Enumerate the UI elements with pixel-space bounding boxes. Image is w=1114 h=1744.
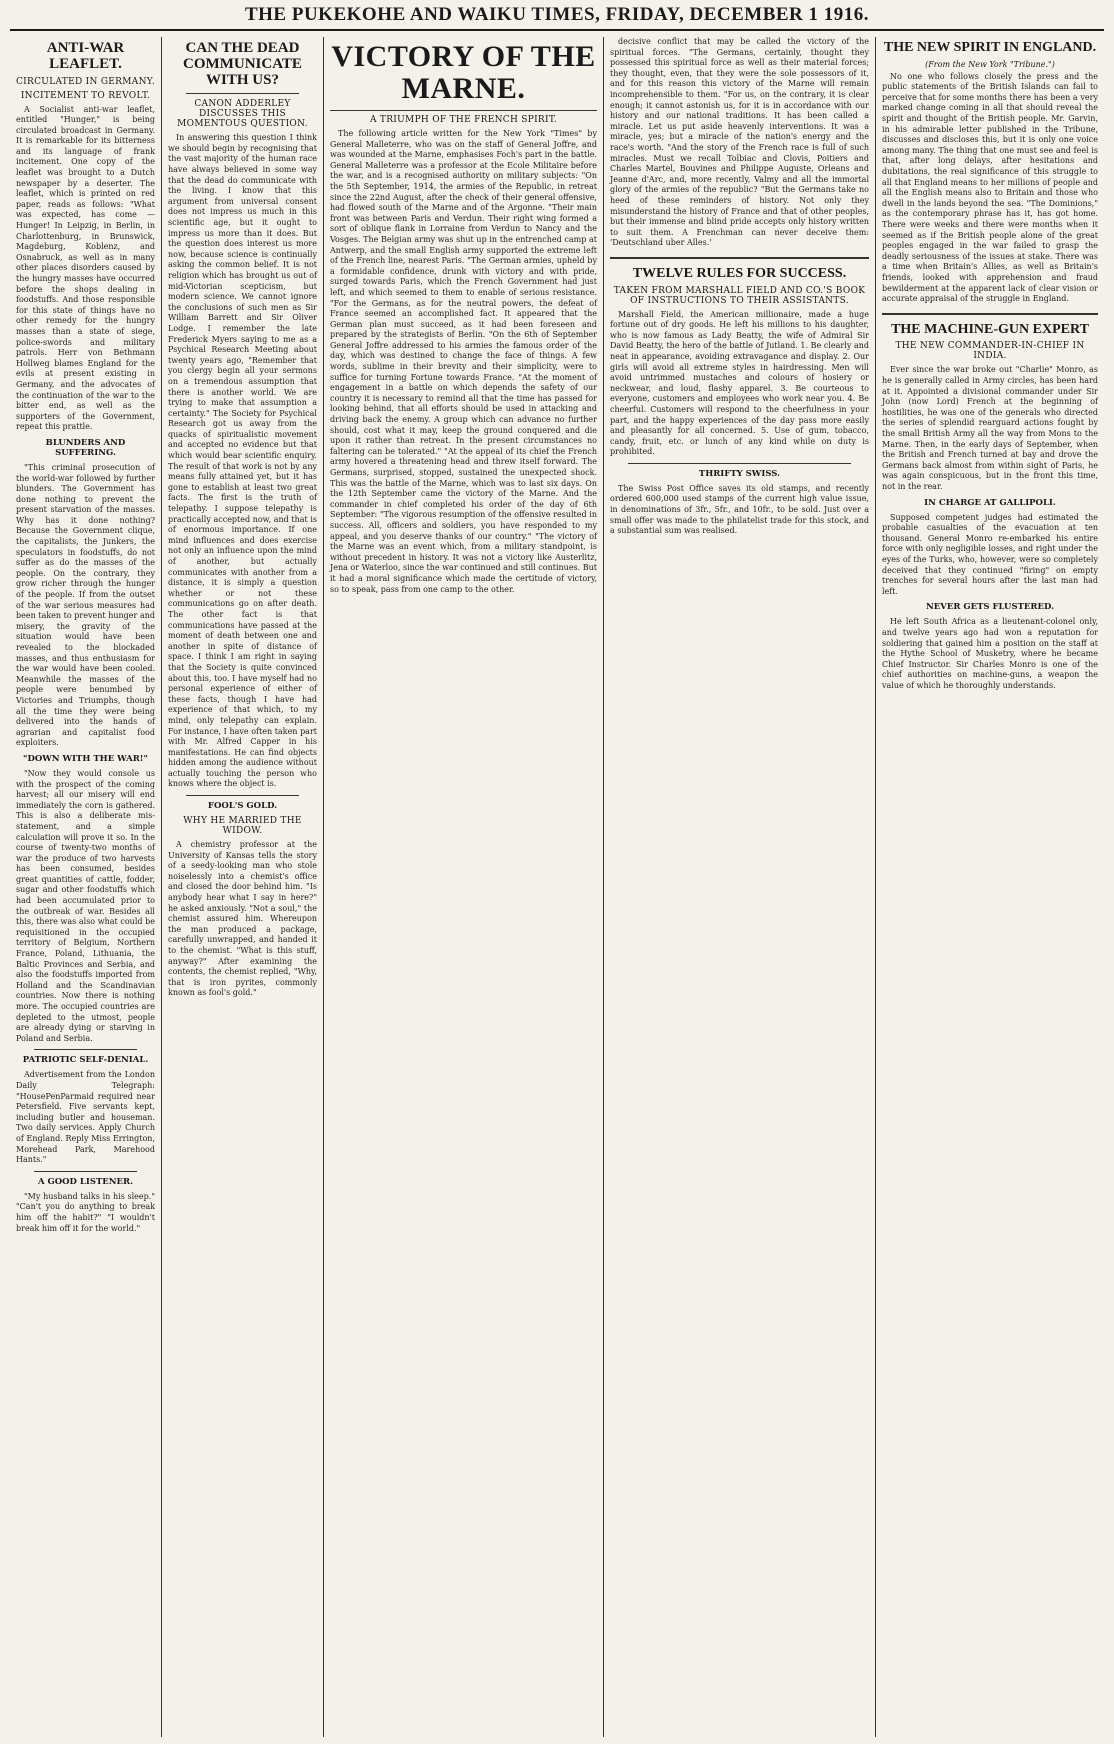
byline: (From the New York "Tribune.") bbox=[925, 59, 1055, 69]
article-body: Marshall Field, the American millionaire, made a huge fortune out of dry goods. He left his millions to his daughter, who is now famous as Lady Beatty, the wife of Admiral Sir David Beatty, the hero of the battle of Jutland. 1. Be clearly and neat in appearance, avoiding extravagance and display. 2. Our girls will avoid all extreme styles in hairdressing. Men will avoid untrimmed mustaches and colours of hosiery or neckwear, and loud, flashy apparel. 3. Be courteous to everyone, customers and employees who work near you. 4. Be cheerful. Customers will respond to the cheerfulness in your part, and the happy experiences of the day pass more easily and pleasantly for all concerned. 5. Use of gum, tobacco, candy, fruit, etc. or lunch of any kind while on duty is prohibited. bbox=[610, 309, 869, 457]
anti-war-leaflet-headline: ANTI-WAR LEAFLET. bbox=[46, 40, 125, 72]
article-body: In answering this question I think we should begin by recognising that the vast majority of the human race have always believed in some way that the dead do communicate with the living. I know that this argument from universal consent does not impress us much in this scientific age, but it ought to impress us more than it does. But the question does interest us more now, because science is continually asking the common belief. It is not religion which has brought us out of mid-Victorian scepticism, but modern science. We cannot ignore the conclusions of such men as Sir William Barrett and Sir Oliver Lodge. I remember the late Frederick Myers saying to me as a Psychical Research Meeting about twenty years ago, "Remember that you clergy begin all your sermons on a tremendous assumption that there is another world. We are trying to make that assumption a certainty." The Society for Psychical Research got us away from the quacks of spiritualistic movement and accepted no evidence but that which would bear scientific enquiry. The result of that work is not by any means fully attained yet, but it has gone to establish at least two great facts. The first is the truth of telepathy. I suppose telepathy is practically accepted now, and that is of enormous importance. If one mind influences and does exercise not only an influence upon the mind of another, but actually communicates with another from a distance, it is simply a question whether or not these communications go on after death. The other fact is that communications have passed at the moment of death between one and another in spite of distance of space. I think I am right in saying that the Society is quite convinced about this, too. I have myself had no personal experience of either of these facts, though I have had experience of that which, to my mind, only telepathy can explain. For instance, I have often taken part with Mr. Alfred Capper in his manifestations. He can find objects hidden among the audience without actually touching the person who knows where the object is. bbox=[168, 133, 317, 789]
section-title: PATRIOTIC SELF-DENIAL. bbox=[22, 1055, 149, 1066]
twelve-rules-headline: TWELVE RULES FOR SUCCESS. bbox=[632, 265, 847, 281]
article-subheading: CANON ADDERLEY DISCUSSES THIS MOMENTOUS QUESTION. bbox=[177, 99, 308, 130]
column-2 bbox=[162, 37, 324, 1737]
section-title: FOOL'S GOLD. bbox=[207, 801, 278, 812]
article-subheading: CIRCULATED IN GERMANY. bbox=[16, 76, 155, 87]
article-body: Supposed competent judges had estimated the probable casualties of the evacuation at ten thousand. General Monro re-embarked his entire force with only negligible losses, and right under the eyes of the Turks, who, however, were so completely deceived that they continued "firing" on empty trenches for several hours after the last man had left. bbox=[882, 512, 1098, 596]
divider bbox=[186, 795, 299, 796]
divider bbox=[610, 257, 869, 259]
article-body: A Socialist anti-war leaflet, entitled "Hunger," is being circulated broadcast in Germany. It is remarkable for its bitterness and its language of frank incitement. One copy of the leaflet was brought to a Dutch newspaper by a deserter. The leaflet, which is printed on red paper, reads as follows: "What was expected, has come — Hunger! In Leipzig, in Berlin, in Charlottenburg, in Brunswick, Magdeburg, Koblenz, and Osnabruck, as well as in many other places disorders caused by the hungry masses have occurred before the shops dealing in foodstuffs. And those responsible for this state of things have no other remedy for the hungry masses than a state of siege, police-swords and military patrols. Herr von Bethmann Hollweg blames England for the evils at present existing in Germany, and the advocates of the continuation of the war to the bitter end, as well as the supporters of the Government, repeat this prattle. bbox=[16, 104, 155, 432]
article-subheading: WHY HE MARRIED THE WIDOW. bbox=[183, 816, 302, 837]
section-title: THRIFTY SWISS. bbox=[698, 468, 781, 479]
article-subheading: TAKEN FROM MARSHALL FIELD AND CO.'S BOOK OF INSTRUCTIONS TO THEIR ASSISTANTS. bbox=[613, 285, 866, 306]
divider bbox=[882, 313, 1098, 315]
article-body: Advertisement from the London Daily Telegraph: "HousePenParmaid required near Petersfield. Five servants kept, including butler and houseman. Two daily services. Apply Church of England. Reply Miss Errington, Morehead Park, Marehood Hants." bbox=[16, 1070, 155, 1165]
article-body: The Swiss Post Office saves its old stamps, and recently ordered 600,000 used stamps of the current high value issue, in denominations of 3fr., 5fr., and 10fr., to be sold. Just over a small offer was made to the philatelist trade for this stock, and a substantial sum was realised. bbox=[610, 483, 869, 536]
article-subheading: A TRIUMPH OF THE FRENCH SPIRIT. bbox=[369, 115, 558, 125]
article-body: He left South Africa as a lieutenant-colonel only, and twelve years ago had won a reputation for soldiering that gained him a position on the staff at the Hythe School of Musketry, where he became Chief Instructor. Sir Charles Monro is one of the chief authorities on machine-guns, a weapon the value of which he thoroughly understands. bbox=[882, 617, 1098, 690]
section-title: IN CHARGE AT GALLIPOLI. bbox=[924, 497, 1056, 508]
article-subheading: THE NEW COMMANDER-IN-CHIEF IN INDIA. bbox=[895, 341, 1085, 362]
section-title: BLUNDERS AND SUFFERING. bbox=[45, 437, 126, 458]
section-title: "DOWN WITH THE WAR!" bbox=[23, 753, 148, 764]
machine-gun-expert-headline: THE MACHINE-GUN EXPERT bbox=[891, 321, 1089, 337]
new-spirit-headline: THE NEW SPIRIT IN ENGLAND. bbox=[883, 40, 1097, 55]
article-body: Ever since the war broke out "Charlie" Monro, as he is generally called in Army circles, has been hard at it. Appointed a divisional commander under Sir John (now Lord) French at the beginning of hostilities, he was one of the generals who directed the series of splendid rearguard actions fought by the small British Army all the way from Mons to the Marne. Then, in the early days of September, when the British and French turned at bay and drove the Germans back almost from within sight of Paris, he was again conspicuous, but in the front this time, not in the rear. bbox=[882, 365, 1098, 491]
article-body: A chemistry professor at the University of Kansas tells the story of a seedy-looking man who stole noiselessly into a chemist's office and closed the door behind him. "Is anybody hear what I say in here?" he asked anxiously. "Not a soul," the chemist assured him. Whereupon the man produced a package, carefully unwrapped, and handed it to the chemist. "What is this stuff, anyway?" After examining the contents, the chemist replied, "Why, that is iron pyrites, commonly known as fool's gold." bbox=[168, 840, 317, 998]
section-title: A GOOD LISTENER. bbox=[37, 1176, 134, 1187]
column-3 bbox=[324, 37, 604, 1737]
victory-marne-headline: VICTORY OF THE MARNE. bbox=[330, 41, 597, 111]
divider bbox=[34, 1171, 137, 1172]
dead-communicate-headline: CAN THE DEAD COMMUNICATE WITH US? bbox=[183, 40, 302, 88]
article-body: "My husband talks in his sleep." "Can't you do anything to break him off the habit?" "I wouldn't break him off it for the world." bbox=[16, 1191, 155, 1233]
masthead: THE PUKEKOHE AND WAIKU TIMES, FRIDAY, DECEMBER 1 1916. bbox=[10, 4, 1104, 31]
article-body: "This criminal prosecution of the world-war followed by further blunders. The Government has done nothing to prevent the present starvation of the masses. Why has it done nothing? Because the Government clique, the capitalists, the Junkers, the speculators in foodstuffs, do not suffer as do the masses of the people. On the contrary, they grow richer through the hunger of the people. If from the outset of the war serious measures had been taken to prevent hunger and misery, the gravity of the situation would have been revealed to the blockaded masses, and thus enthusiasm for the war would have been cooled. Meanwhile the masses of the people were benumbed by Victories and Triumphs, though all the time they were being delivered into the hands of agrarian and capitalist food exploiters. bbox=[16, 462, 155, 748]
article-body: "Now they would console us with the prospect of the coming harvest; all our misery will end immediately the corn is gathered. This is also a deliberate mis-statement, and a simple calculation will prove it so. In the course of twenty-two months of war the produce of two harvests has been consumed, besides great quantities of cattle, fodder, sugar and other foodstuffs which had been accumulated prior to the outbreak of war. Besides all this, there was also what could be requisitioned in the occupied territory of Belgium, Northern France, Poland, Lithuania, the Baltic Provinces and Serbia, and also the foodstuffs imported from Holland and the Scandinavian countries. Now there is nothing more. The occupied countries are depleted to the utmost, people are already dying or starving in Poland and Serbia. bbox=[16, 768, 155, 1043]
article-body: decisive conflict that may be called the victory of the spiritual forces. "The Germans, certainly, thought they possessed this spiritual force as well as their material forces; they thought, even, that they were the sole possessors of it, and for this reason this victory of the Marne will remain incomprehensible to them. "For us, on the contrary, it is clear enough; it cannot astonish us, for it is in accordance with our history and our national traditions. It has been called a miracle. Let us put aside heavenly interventions. It was a miracle, yes; but a miracle of the nation's energy and the race's worth. "And the story of the French race is full of such miracles. Must we recall Tolbiac and Clovis, Poitiers and Charles Martel, Bouvines and Philippe Auguste, Orleans and Jeanne d'Arc, and, more recently, Valmy and all the immortal glory of the armies of the republic? "But the Germans take no heed of these reminders of history. Not only they misunderstand the history of France and that of other peoples, but their immense and blind pride accepts only history written to suit them. A Frenchman can never deceive them: 'Deutschland uber Alles.' bbox=[610, 37, 869, 248]
article-subheading: INCITEMENT TO REVOLT. bbox=[20, 90, 151, 101]
divider bbox=[628, 463, 851, 464]
article-body: No one who follows closely the press and the public statements of the British Islands can fail to perceive that for some months there has been a very marked change coming in all that should reveal the spirit and thought of the British people. Mr. Garvin, in his admirable letter published in the Tribune, discusses and discloses this, but it is only one voice among many. The thing that one must see and feel is that, after long delays, after hesitations and dubitations, the real significance of this struggle to all that England means to her millions of people and all the English means also to Britain and those who dwell in the lands beyond the sea. "The Dominions," as the contemporary phrase has it, has got home. There were weeks and there were months when it seemed as if the British people alone of the great peoples engaged in the war failed to grasp the deadly seriousness of the issues at stake. There was a time when Britain's Allies, as well as Britain's friends, looked with apprehension and fraud bewilderment at the apparent lack of clear vision or accurate appraisal of the struggle in England. bbox=[882, 71, 1098, 304]
section-title: NEVER GETS FLUSTERED. bbox=[926, 602, 1054, 613]
column-4 bbox=[604, 37, 876, 1737]
divider bbox=[186, 93, 299, 94]
divider bbox=[34, 1049, 137, 1050]
column-1 bbox=[10, 37, 162, 1737]
article-body: The following article written for the New York "Times" by General Malleterre, who was on the staff of General Joffre, and was wounded at the Marne, emphasises Foch's part in the battle. General Malleterre was a professor at the Ecole Militaire before the war, and is a recognised authority on military subjects: "On the 5th September, 1914, the armies of the Republic, in retreat since the 22nd August, after the check of their general offensive, had flowed south of the Marne and of the Argonne. "Their main front was between Paris and Verdun. Their right wing formed a sort of oblique flank in Lorraine from Verdun to Nancy and the Vosges. The Belgian army was shut up in the entrenched camp at Antwerp, and the small English army supported the extreme left of the French line, nearest Paris. "The German armies, upheld by a formidable confidence, drunk with victory and with pride, surged towards Paris, which the French Government had just left, and which seemed to them to enable of serious resistance. "For the Germans, as for the neutral powers, the defeat of France seemed an accomplished fact. It appeared that the German plan must succeed, as it had been foreseen and prepared by the strategists of Berlin. "On the 6th of September General Joffre addressed to his armies the famous order of the day, which was destined to change the face of things. A few words, sublime in their brevity and their simplicity, were to suffice for turning Fortune towards France. "At the moment of engagement in a battle on which depends the safety of our country it is necessary to remind all that the time has passed for looking behind, that all efforts should be used in attacking and driving back the enemy. A group which can advance no further should, cost what it may, keep the ground conquered and die upon it rather than retreat. In the present circumstances no faltering can be tolerated." "At the appeal of its chief the French army hovered a threatening head and threw itself forward. The Germans, surprised, stopped, sustained the unexpected shock. This was the battle of the Marne, which was to last six days. On the 12th September came the victory of the Marne. And the commander in chief completed his order of the day of 6th September: "The vigorous resumption of the offensive resulted in success. All, officers and soldiers, you have responded to my appeal, and you deserve thanks of our country." "The victory of the Marne was an event which, from a military standpoint, is without precedent in history. It was not a victory like Austerlitz, Jena or Waterloo, since the war continued and still continues. But it had a moral significance which made the certitude of victory, so to speak, pass from one camp to the other. bbox=[330, 129, 597, 594]
columns bbox=[10, 37, 1104, 1737]
column-5 bbox=[876, 37, 1104, 1737]
